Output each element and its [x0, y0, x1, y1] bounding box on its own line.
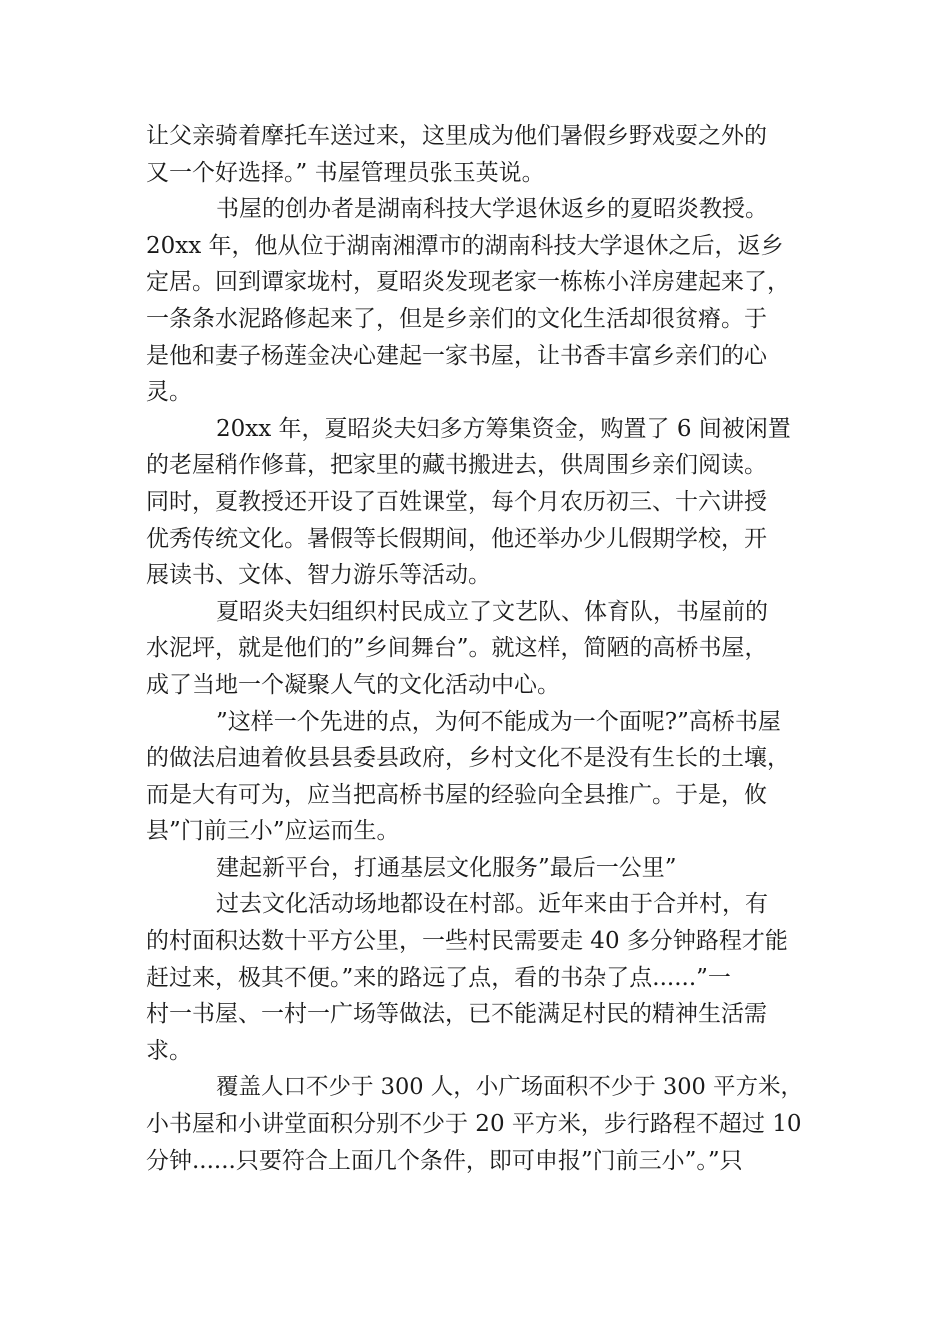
paragraph-1 [146, 118, 806, 191]
text-line: 建起新平台，打通基层文化服务”最后一公里” [216, 854, 677, 881]
paragraph-4 [146, 594, 806, 704]
section-heading [146, 850, 806, 887]
text-line: 的做法启迪着攸县县委县政府，乡村文化不是没有生长的土壤， [146, 745, 790, 772]
text-line: 又一个好选择。” 书屋管理员张玉英说。 [146, 159, 545, 186]
text-line: 水泥坪，就是他们的”乡间舞台”。就这样，简陋的高桥书屋， [146, 635, 768, 662]
text-line: 书屋的创办者是湖南科技大学退休返乡的夏昭炎教授。 [216, 196, 768, 223]
text-line: 覆盖人口不少于 300 人，小广场面积不少于 300 平方米， [216, 1074, 804, 1101]
text-line: 而是大有可为，应当把高桥书屋的经验向全县推广。于是，攸 [146, 781, 767, 808]
text-line: 过去文化活动场地都设在村部。近年来由于合并村，有 [216, 891, 768, 918]
text-line: 让父亲骑着摩托车送过来，这里成为他们暑假乡野戏耍之外的 [146, 123, 767, 149]
text-line: 县”门前三小”应运而生。 [146, 818, 400, 845]
text-line: 20xx 年，他从位于湖南湘潭市的湖南科技大学退休之后，返乡 [146, 232, 784, 259]
text-line: ”这样一个先进的点，为何不能成为一个面呢?”高桥书屋 [216, 708, 781, 735]
paragraph-2 [146, 191, 806, 411]
text-line: 定居。回到谭家垅村，夏昭炎发现老家一栋栋小洋房建起来了， [146, 269, 790, 296]
paragraph-7 [146, 886, 806, 1069]
text-line: 村一书屋、一村一广场等做法，已不能满足村民的精神生活需 [146, 1001, 767, 1028]
text-line: 同时，夏教授还开设了百姓课堂，每个月农历初三、十六讲授 [146, 488, 767, 515]
text-line: 小书屋和小讲堂面积分别不少于 20 平方米，步行路程不超过 10 [146, 1111, 802, 1138]
text-line: 灵。 [146, 379, 192, 406]
text-line: 展读书、文体、智力游乐等活动。 [146, 562, 491, 589]
text-line: 的村面积达数十平方公里，一些村民需要走 40 多分钟路程才能 [146, 928, 788, 955]
text-line: 赶过来，极其不便。”来的路远了点，看的书杂了点......”一 [146, 964, 731, 991]
text-line: 成了当地一个凝聚人气的文化活动中心。 [146, 671, 560, 698]
article-body [146, 118, 806, 1179]
text-line: 求。 [146, 1037, 192, 1064]
paragraph-8 [146, 1069, 806, 1179]
text-line: 20xx 年，夏昭炎夫妇多方筹集资金，购置了 6 间被闲置 [216, 415, 791, 442]
text-line: 分钟......只要符合上面几个条件，即可申报”门前三小”。”只 [146, 1147, 743, 1174]
text-line: 是他和妻子杨莲金决心建起一家书屋，让书香丰富乡亲们的心 [146, 342, 767, 369]
text-line: 一条条水泥路修起来了，但是乡亲们的文化生活却很贫瘠。于 [146, 305, 767, 332]
text-line: 的老屋稍作修葺，把家里的藏书搬进去，供周围乡亲们阅读。 [146, 452, 767, 479]
text-line: 夏昭炎夫妇组织村民成立了文艺队、体育队，书屋前的 [216, 598, 768, 625]
text-line: 优秀传统文化。暑假等长假期间，他还举办少儿假期学校，开 [146, 525, 767, 552]
paragraph-5 [146, 704, 806, 850]
paragraph-3 [146, 411, 806, 594]
